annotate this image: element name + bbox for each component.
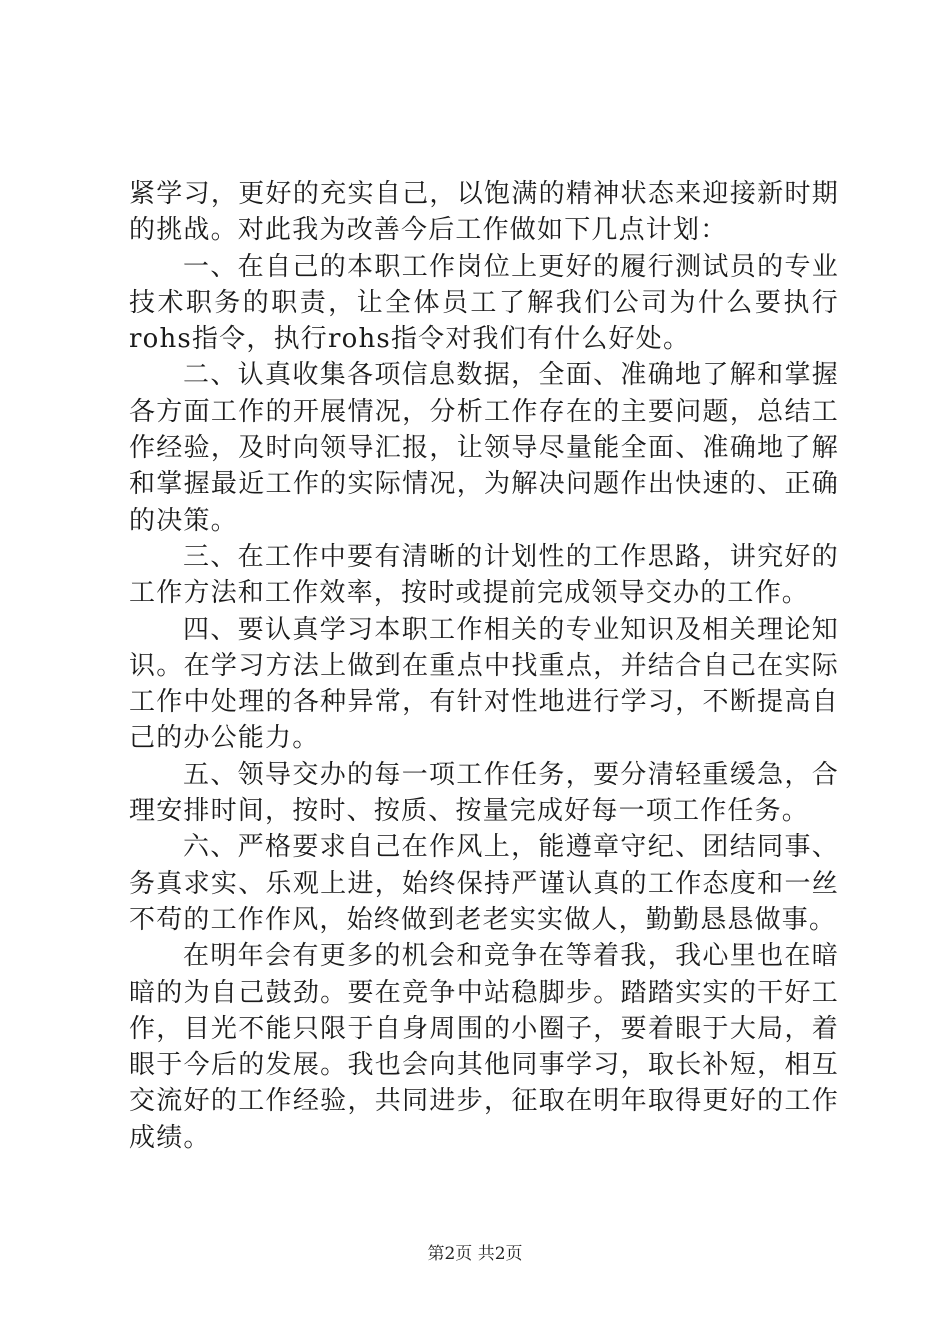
page-number-footer: 第2页 共2页	[427, 1244, 523, 1264]
paragraph-plan-item-5: 五、领导交办的每一项工作任务，要分清轻重缓急，合理安排时间，按时、按质、按量完成好每一项工作任务。	[129, 759, 839, 827]
paragraph-plan-item-3: 三、在工作中要有清晰的计划性的工作思路，讲究好的工作方法和工作效率，按时或提前完成领导交办的工作。	[129, 541, 839, 609]
paragraph-plan-item-6: 六、严格要求自己在作风上，能遵章守纪、团结同事、务真求实、乐观上进，始终保持严谨认真的工作态度和一丝不苟的工作作风，始终做到老老实实做人，勤勤恳恳做事。	[129, 832, 839, 935]
paragraph-continuation: 紧学习，更好的充实自己，以饱满的精神状态来迎接新时期的挑战。对此我为改善今后工作做如下几点计划：	[129, 179, 839, 246]
document-body	[129, 176, 839, 1156]
paragraph-plan-item-1: 一、在自己的本职工作岗位上更好的履行测试员的专业技术职务的职责，让全体员工了解我们公司为什么要执行rohs指令，执行rohs指令对我们有什么好处。	[129, 251, 839, 355]
paragraph-closing: 在明年会有更多的机会和竞争在等着我，我心里也在暗暗的为自己鼓劲。要在竞争中站稳脚步。踏踏实实的干好工作，目光不能只限于自身周围的小圈子，要着眼于大局，着眼于今后的发展。我也会向其他同事学习，取长补短，相互交流好的工作经验，共同进步，征取在明年取得更好的工作成绩。	[129, 941, 839, 1153]
paragraph-plan-item-2: 二、认真收集各项信息数据，全面、准确地了解和掌握各方面工作的开展情况，分析工作存在的主要问题，总结工作经验，及时向领导汇报，让领导尽量能全面、准确地了解和掌握最近工作的实际情况，为解决问题作出快速的、正确的决策。	[129, 360, 839, 536]
paragraph-plan-item-4: 四、要认真学习本职工作相关的专业知识及相关理论知识。在学习方法上做到在重点中找重点，并结合自己在实际工作中处理的各种异常，有针对性地进行学习，不断提高自己的办公能力。	[129, 614, 839, 754]
